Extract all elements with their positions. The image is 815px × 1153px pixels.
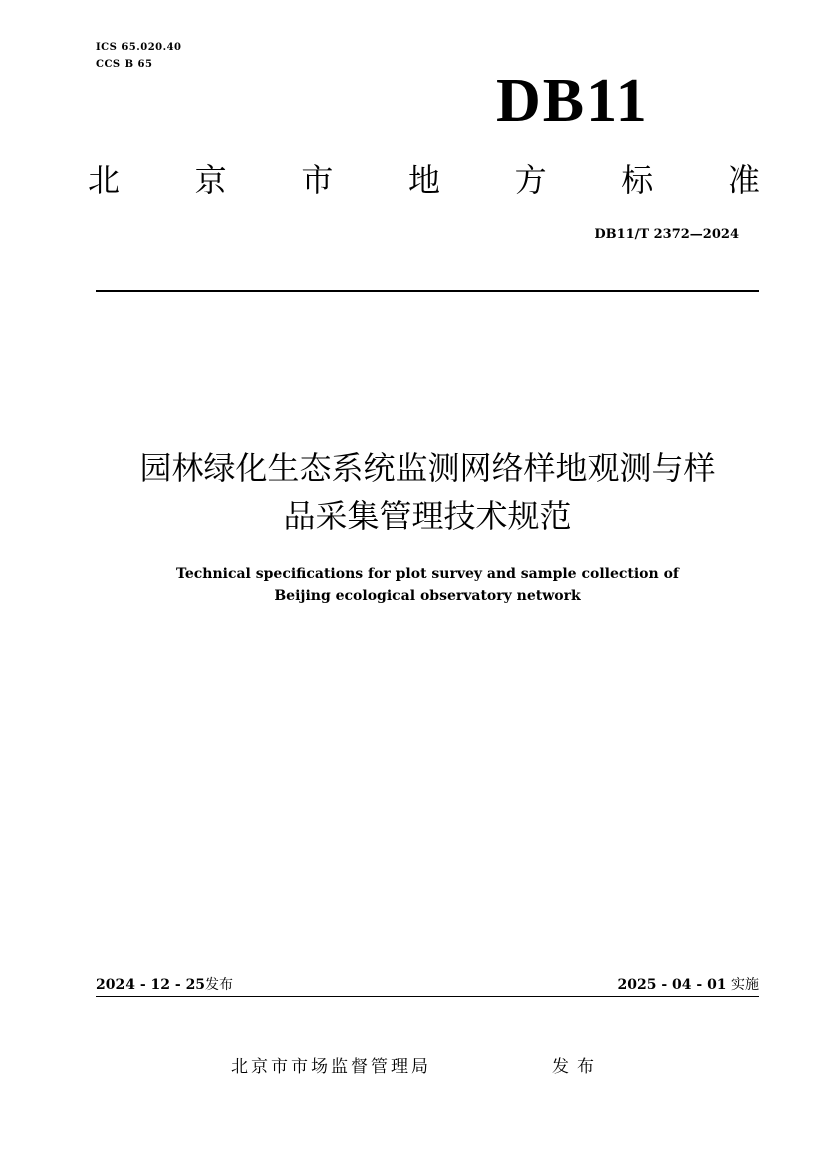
standard-type-char: 京 [194,161,227,199]
issue-date [96,975,233,995]
issue-date-label: 发布 [205,977,234,993]
english-title [90,563,765,607]
standard-type [88,160,760,200]
chinese-title-line: 品采集管理技术规范 [283,497,572,535]
implementation-date-value: 2025 - 04 - 01 [617,977,727,993]
standard-type-char: 方 [514,161,547,199]
standard-number: DB11/T 2372—2024 [594,227,739,242]
english-title-line: Technical specifications for plot survey and sample collection of [176,566,679,582]
standard-type-char: 标 [621,161,654,199]
top-divider [96,290,759,292]
english-title-line: Beijing ecological observatory network [274,588,581,604]
bottom-divider [96,996,759,997]
standard-type-char: 准 [727,161,760,199]
chinese-title [90,444,765,540]
issue-date-value: 2024 - 12 - 25 [96,977,206,993]
standard-type-char: 市 [301,161,334,199]
ccs-code: CCS B 65 [96,59,153,70]
implementation-date-label: 实施 [731,977,759,993]
db-code: DB11 [496,67,649,135]
standard-type-char: 地 [407,161,440,199]
issuing-action: 发布 [552,1057,602,1077]
implementation-date [618,975,760,995]
ics-code: ICS 65.020.40 [96,42,182,53]
standard-type-char: 北 [88,161,121,199]
chinese-title-line: 园林绿化生态系统监测网络样地观测与样 [139,449,716,487]
issuing-authority: 北京市市场监督管理局 [231,1057,431,1077]
